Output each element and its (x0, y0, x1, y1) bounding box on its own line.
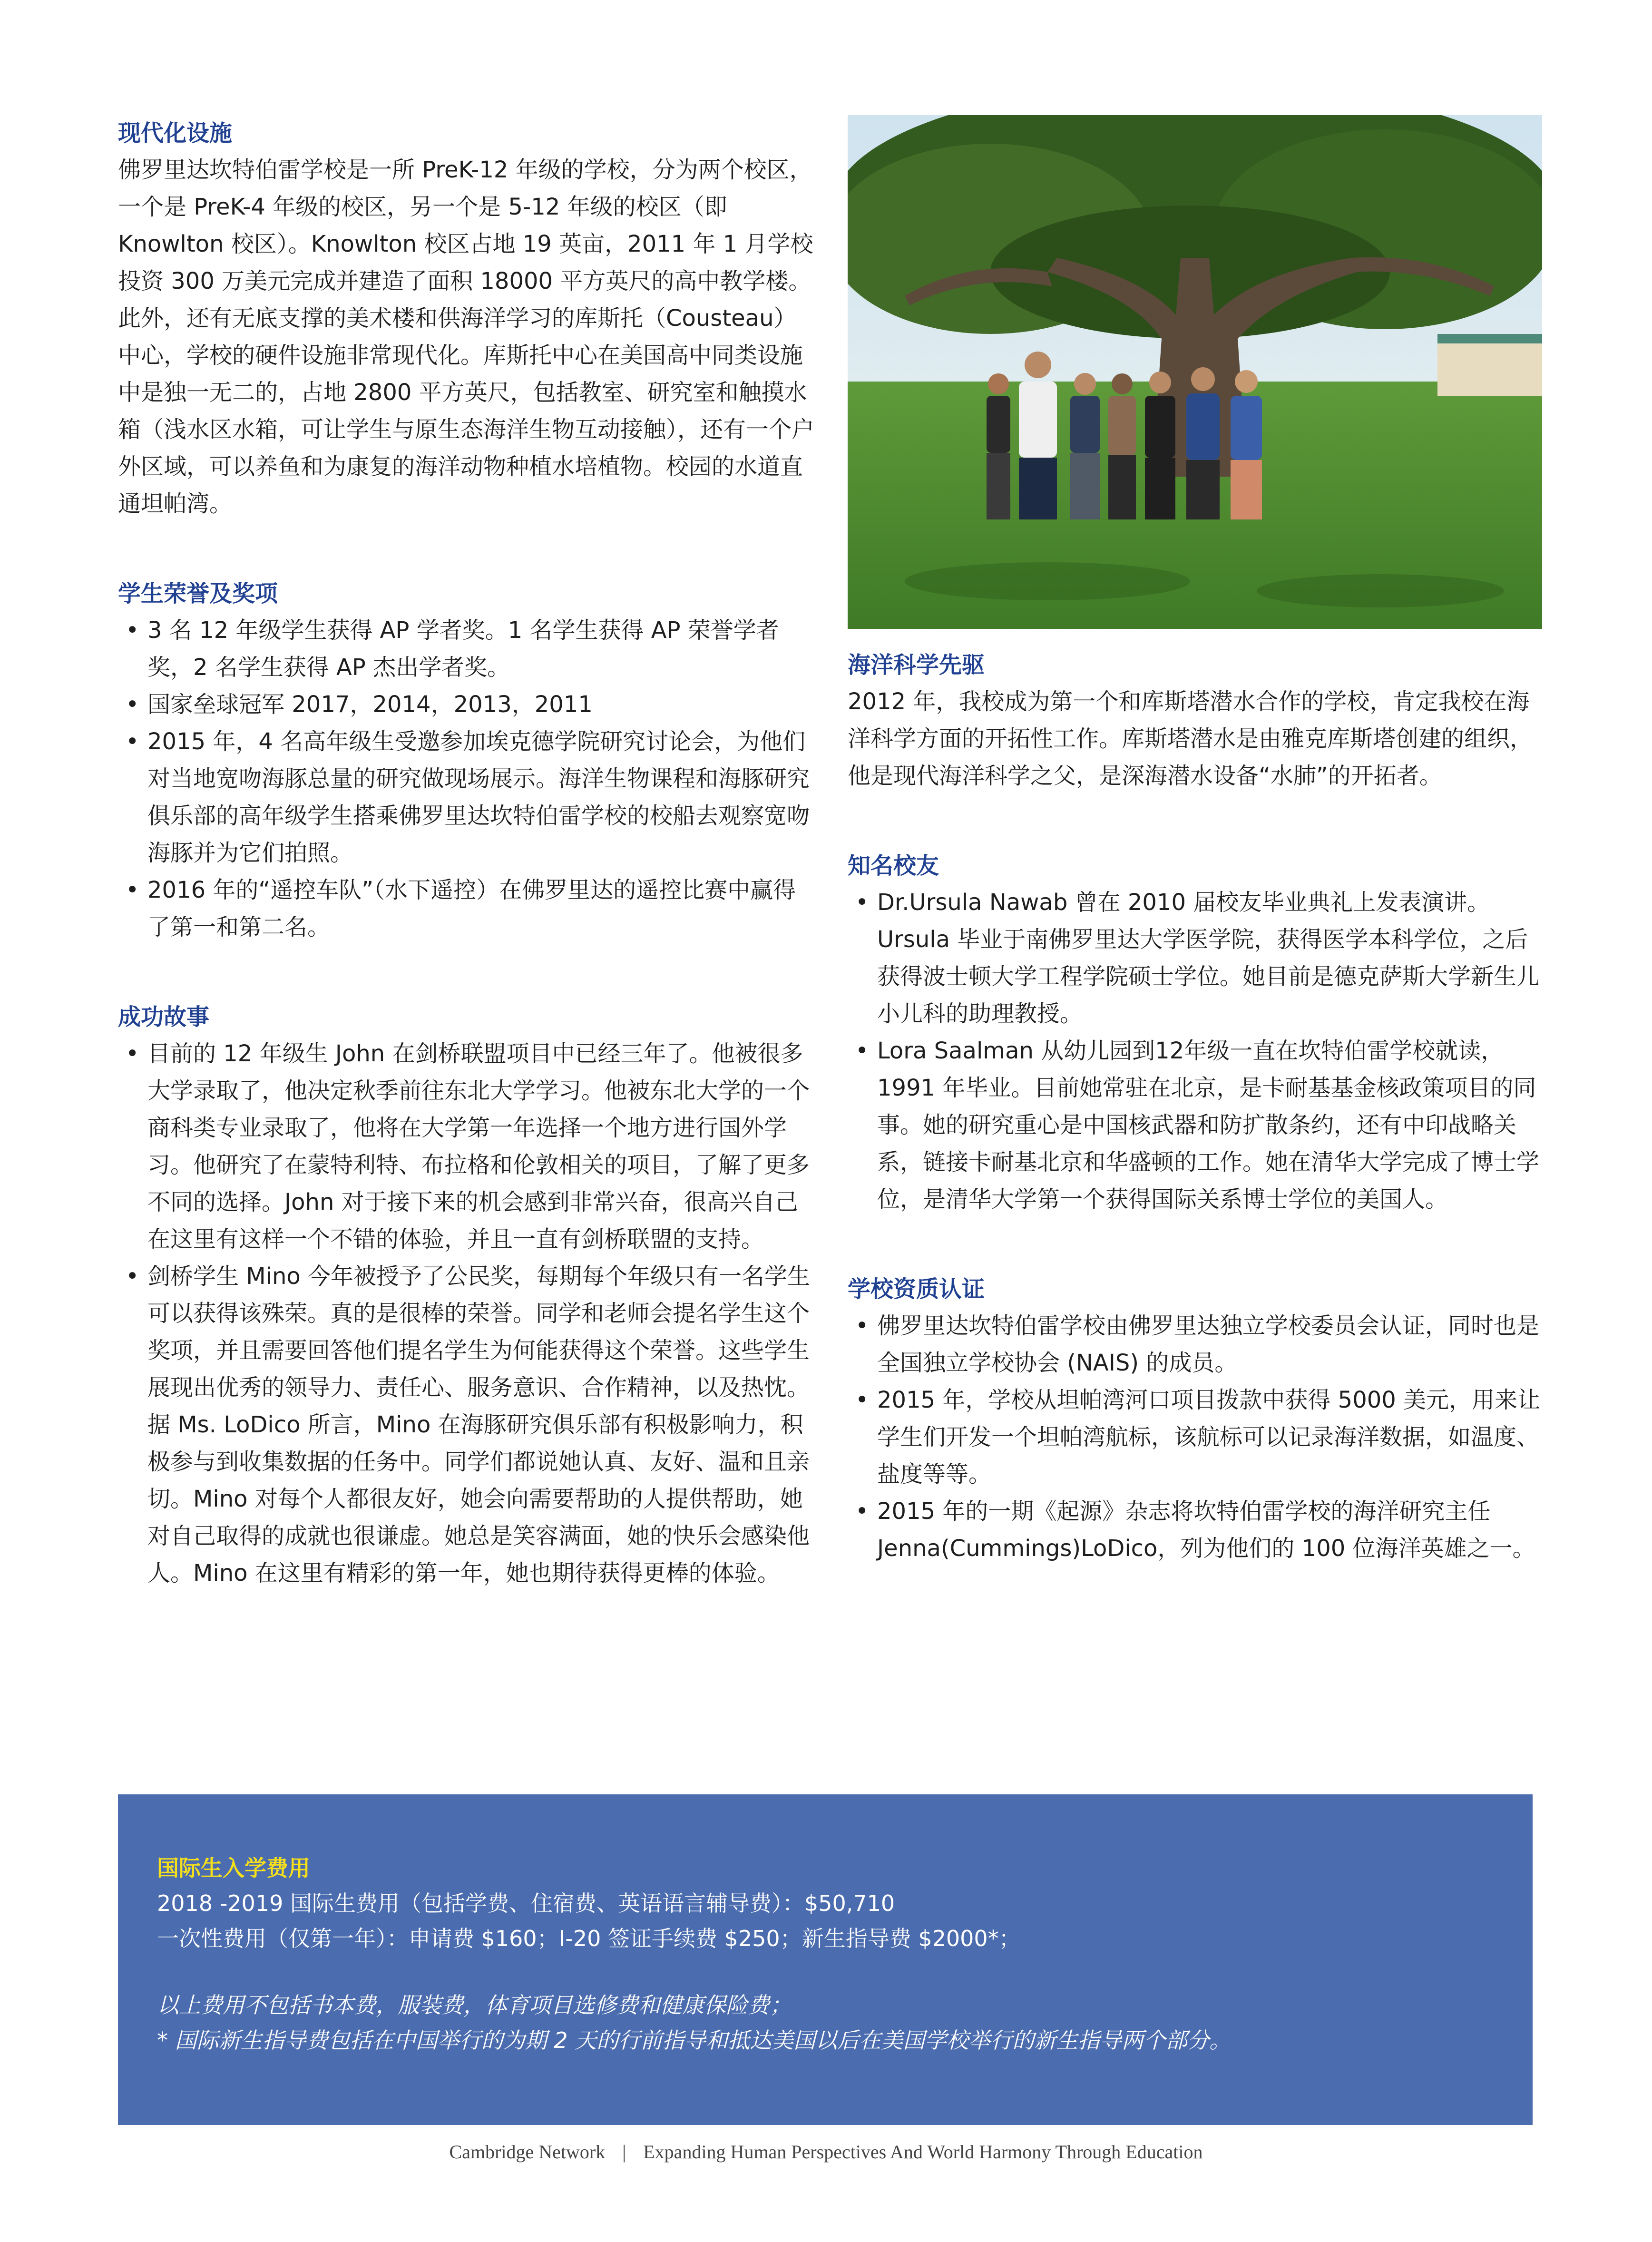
list-item: • 2015 年，学校从坦帕湾河口项目拨款中获得 5000 美元，用来让学生们开发一个坦帕湾航标，该航标可以记录海洋数据，如温度、盐度等等。 (848, 1381, 1542, 1493)
list-item: • 剑桥学生 Mino 今年被授予了公民奖，每期每个年级只有一名学生可以获得该殊荣。真的是很棒的荣誉。同学和老师会提名学生这个奖项，并且需要回答他们提名学生为何能获得这个荣誉。这些学生展现出优秀的领导力、责任心、服务意识、合作精神，以及热忱。据 Ms. LoDico 所言，Mino 在海豚研究俱乐部有积极影响力，积极参与到收集数据的任务中。同学们都说她认真、友好、温和且亲切。Mino 对每个人都很友好，她会向需要帮助的人提供帮助，她对自己取得的成就也很谦虚。她总是笑容满面，她的快乐会感染他人。Mino 在这里有精彩的第一年，她也期待获得更棒的体验。 (118, 1258, 817, 1592)
fee-box (118, 1794, 1533, 2125)
fee-note-exclusions: 以上费用不包括书本费，服装费，体育项目选修费和健康保险费； (157, 1992, 792, 2018)
pioneer-heading: 海洋科学先驱 (848, 652, 985, 678)
list-item: • 佛罗里达坎特伯雷学校由佛罗里达独立学校委员会认证，同时也是全国独立学校协会 (NAIS) 的成员。 (848, 1307, 1542, 1381)
fee-line-annual: 2018 -2019 国际生费用（包括学费、住宿费、英语语言辅导费）：$50,710 (157, 1890, 895, 1916)
stories-list (118, 1035, 817, 1592)
list-item: • 2015 年的一期《起源》杂志将坎特伯雷学校的海洋研究主任 Jenna(Cummings)LoDico，列为他们的 100 位海洋英雄之一。 (848, 1493, 1542, 1567)
pioneer-text: 2012 年，我校成为第一个和库斯塔潜水合作的学校，肯定我校在海洋科学方面的开拓性工作。库斯塔潜水是由雅克库斯塔创建的组织，他是现代海洋科学之父，是深海潜水设备“水肺”的开拓者。 (848, 688, 1533, 789)
left-column (118, 115, 817, 1645)
list-item: • 目前的 12 年级生 John 在剑桥联盟项目中已经三年了。他被很多大学录取了，他决定秋季前往东北大学学习。他被东北大学的一个商科类专业录取了，他将在大学第一年选择一个地方进行国外学习。他研究了在蒙特利特、布拉格和伦敦相关的项目，了解了更多不同的选择。John 对于接下来的机会感到非常兴奋，很高兴自己在这里有这样一个不错的体验，并且一直有剑桥联盟的支持。 (118, 1035, 817, 1258)
list-item: • Lora Saalman 从幼儿园到12年级一直在坎特伯雷学校就读，1991 年毕业。目前她常驻在北京，是卡耐基基金核政策项目的同事。她的研究重心是中国核武器和防扩散条约，还有中印战略关系，链接卡耐基北京和华盛顿的工作。她在清华大学完成了博士学位，是清华大学第一个获得国际关系博士学位的美国人。 (848, 1032, 1542, 1218)
pioneer-section (848, 647, 1542, 794)
fee-spacer (157, 1956, 1494, 1987)
list-item: • Dr.Ursula Nawab 曾在 2010 届校友毕业典礼上发表演讲。Ursula 毕业于南佛罗里达大学医学院，获得医学本科学位，之后获得波士顿大学工程学院硕士学位。她目前是德克萨斯大学新生儿小儿科的助理教授。 (848, 884, 1542, 1032)
honors-list (118, 612, 817, 946)
footer (0, 2141, 1652, 2163)
accreditation-heading: 学校资质认证 (848, 1276, 985, 1302)
facilities-heading: 现代化设施 (118, 120, 233, 147)
alumni-section (848, 848, 1542, 1218)
group-photo-under-tree (848, 115, 1542, 629)
fee-title: 国际生入学费用 (157, 1855, 310, 1881)
list-item: • 2016 年的“遥控车队”（水下遥控）在佛罗里达的遥控比赛中赢得了第一和第二名。 (118, 871, 817, 946)
facilities-text: 佛罗里达坎特伯雷学校是一所 PreK-12 年级的学校，分为两个校区，一个是 PreK-4 年级的校区，另一个是 5-12 年级的校区（即 Knowlton 校区）。Knowlton 校区占地 19 英亩，2011 年 1 月学校投资 300 万美元完成并建造了面积 18000 平方英尺的高中教学楼。此外，还有无底支撑的美术楼和供海洋学习的库斯托（Cousteau）中心，学校的硬件设施非常现代化。库斯托中心在美国高中同类设施中是独一无二的，占地 2800 平方英尺，包括教室、研究室和触摸水箱（浅水区水箱，可让学生与原生态海洋生物互动接触），还有一个户外区域，可以养鱼和为康复的海洋动物种植水培植物。校园的水道直通坦帕湾。 (118, 157, 815, 517)
accreditation-list (848, 1307, 1542, 1567)
fee-line-one-time: 一次性费用（仅第一年）：申请费 $160；I-20 签证手续费 $250；新生指导费 $2000*； (157, 1926, 1021, 1951)
alumni-list (848, 884, 1542, 1218)
facilities-section (118, 115, 817, 522)
footer-tagline: Expanding Human Perspectives And World Harmony Through Education (643, 2141, 1203, 2163)
list-item: • 2015 年，4 名高年级生受邀参加埃克德学院研究讨论会，为他们对当地宽吻海豚总量的研究做现场展示。海洋生物课程和海豚研究俱乐部的高年级学生搭乘佛罗里达坎特伯雷学校的校船去观察宽吻海豚并为它们拍照。 (118, 723, 817, 871)
list-item: • 国家垒球冠军 2017，2014，2013，2011 (118, 686, 817, 723)
fee-note-orientation: * 国际新生指导费包括在中国举行的为期 2 天的行前指导和抵达美国以后在美国学校举行的新生指导两个部分。 (157, 2027, 1232, 2053)
alumni-heading: 知名校友 (848, 852, 939, 879)
footer-separator: | (622, 2141, 626, 2163)
right-column (848, 115, 1542, 1620)
honors-section (118, 576, 817, 946)
accreditation-section (848, 1271, 1542, 1567)
stories-section (118, 999, 817, 1592)
list-item: • 3 名 12 年级学生获得 AP 学者奖。1 名学生获得 AP 荣誉学者奖，2 名学生获得 AP 杰出学者奖。 (118, 612, 817, 686)
honors-heading: 学生荣誉及奖项 (118, 580, 278, 607)
stories-heading: 成功故事 (118, 1004, 210, 1030)
footer-org: Cambridge Network (449, 2141, 606, 2163)
